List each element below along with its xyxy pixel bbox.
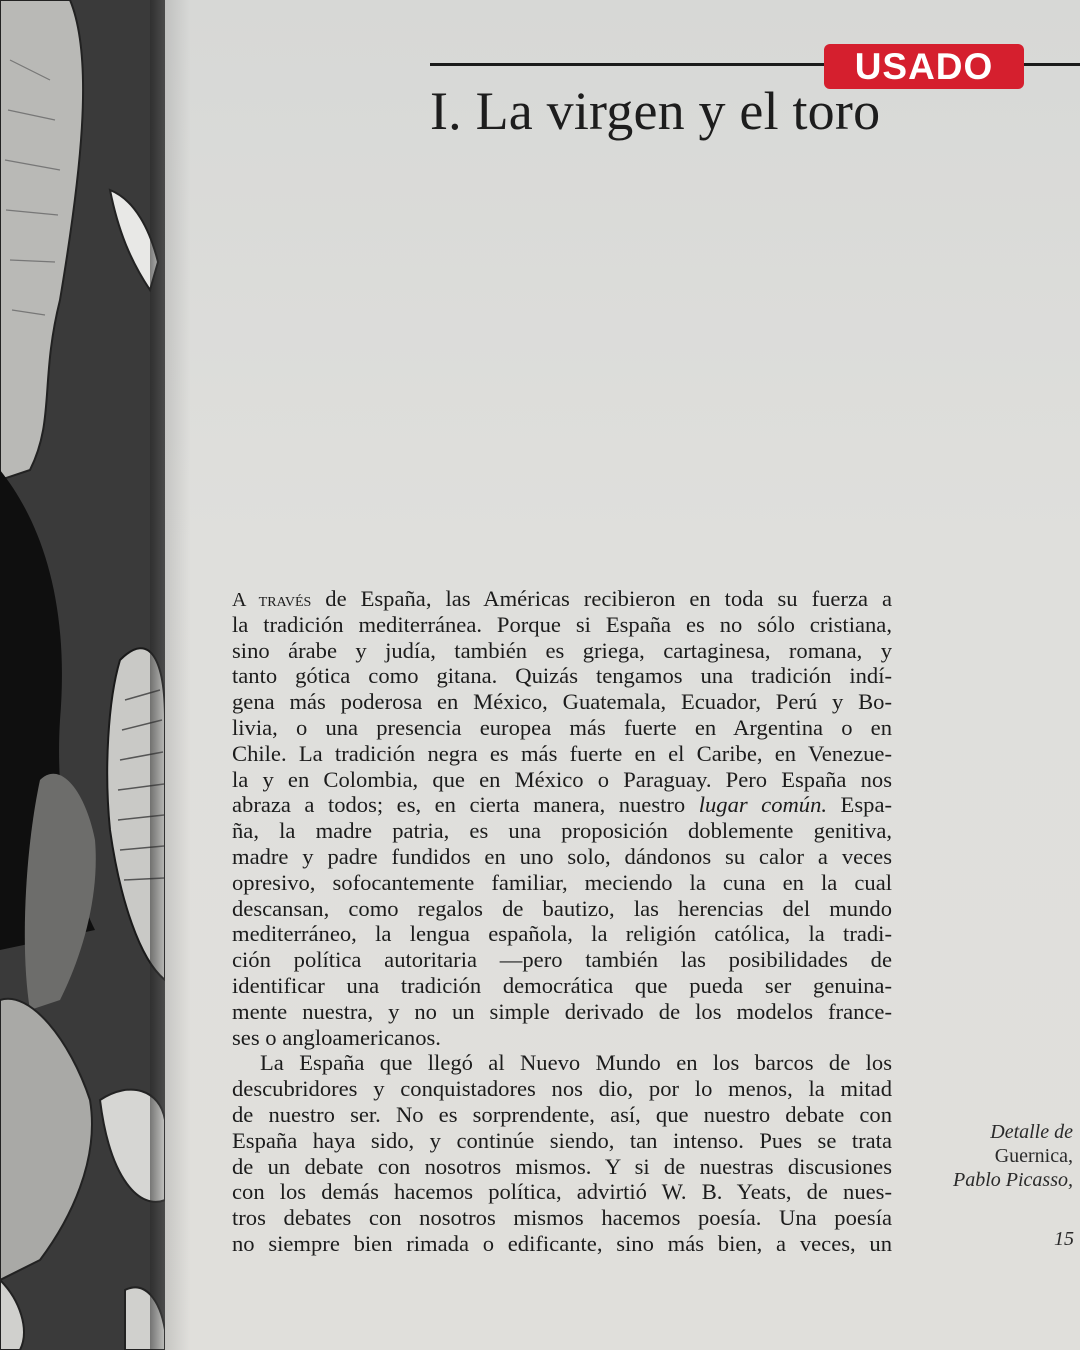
body-line — [232, 818, 892, 844]
body-line — [232, 612, 892, 638]
body-line-text: no siempre bien rimada o edificante, sino más bien, a veces, un — [232, 1230, 892, 1256]
body-line-text: mente nuestra, y no un simple derivado de los modelos france- — [232, 998, 892, 1024]
body-line — [232, 1076, 892, 1102]
body-line — [232, 767, 892, 793]
body-line — [232, 1231, 892, 1257]
body-line-text: opresivo, sofocantemente familiar, meciendo la cuna en la cual — [232, 869, 892, 895]
body-line — [232, 689, 892, 715]
body-line-text: gena más poderosa en México, Guatemala, Ecuador, Perú y Bo- — [232, 689, 892, 715]
body-line — [232, 973, 892, 999]
body-line-text: tros debates con nosotros mismos hacemos poesía. Una poesía — [232, 1205, 892, 1231]
chapter-title: I. La virgen y el toro — [430, 81, 881, 141]
body-line — [232, 1128, 892, 1154]
body-line-text: ña, la madre patria, es una proposición doblemente genitiva, — [232, 818, 892, 844]
body-line — [232, 896, 892, 922]
body-line-text: livia, o una presencia europea más fuerte en Argentina o en — [232, 714, 892, 740]
body-line — [232, 870, 892, 896]
body-line-text: madre y padre fundidos en uno solo, dándonos su calor a veces — [232, 843, 892, 869]
body-line-text: identificar una tradición democrática que pueda ser genuina- — [232, 972, 892, 998]
image-caption — [920, 1120, 1073, 1192]
body-line-text: La España que llegó al Nuevo Mundo en los barcos de los — [260, 1050, 892, 1076]
body-line-text: de nuestro ser. No es sorprendente, así, que nuestro debate con — [232, 1101, 892, 1127]
body-line — [232, 1050, 892, 1076]
body-line-text: ción política autoritaria —pero también las posibilidades de — [232, 947, 892, 973]
body-line — [232, 844, 892, 870]
body-line-text: Chile. La tradición negra es más fuerte en el Caribe, en Venezue- — [232, 740, 892, 766]
body-line-text: la tradición mediterránea. Porque si España es no sólo cristiana, — [232, 611, 892, 637]
emphasis-text: lugar común. — [698, 792, 828, 818]
small-caps-opening: A través — [232, 589, 312, 611]
body-line-text: descubridores y conquistadores nos dio, por lo menos, la mitad — [232, 1076, 892, 1102]
caption-line-1: Detalle de — [990, 1121, 1073, 1143]
guernica-artwork — [0, 0, 165, 1350]
body-line — [232, 715, 892, 741]
body-line-text: España haya sido, y continúe siendo, tan intenso. Pues se trata — [232, 1127, 892, 1153]
body-line — [232, 638, 892, 664]
body-line — [232, 1179, 892, 1205]
caption-line-3: Pablo Picasso, — [953, 1169, 1073, 1191]
body-line — [232, 1154, 892, 1180]
body-line — [232, 586, 892, 612]
body-text — [232, 586, 892, 1257]
body-line — [232, 921, 892, 947]
body-line-text: de España, las Américas recibieron en toda su fuerza a — [311, 586, 892, 611]
body-line-text: descansan, como regalos de bautizo, las herencias del mundo — [232, 895, 892, 921]
body-line — [232, 741, 892, 767]
caption-line-2: Guernica, — [994, 1145, 1073, 1167]
body-line-text: la y en Colombia, que en México o Paraguay. Pero España nos — [232, 766, 892, 792]
body-line-text: con los demás hacemos política, advirtió W. B. Yeats, de nues- — [232, 1179, 892, 1205]
body-line-text: de un debate con nosotros mismos. Y si de nuestras discusiones — [232, 1153, 892, 1179]
body-line-text: abraza a todos; es, en cierta manera, nuestro — [232, 792, 699, 818]
used-badge: USADO — [824, 44, 1024, 89]
body-line-text: mediterráneo, la lengua española, la religión católica, la tradi- — [232, 921, 892, 947]
body-line — [232, 1102, 892, 1128]
body-line-text: Espa- — [827, 792, 892, 818]
body-line — [232, 947, 892, 973]
body-line — [232, 1025, 892, 1051]
page-number: 15 — [1054, 1228, 1074, 1250]
body-line — [232, 663, 892, 689]
body-line — [232, 999, 892, 1025]
body-line — [232, 1205, 892, 1231]
body-line-text: tanto gótica como gitana. Quizás tengamos una tradición indí- — [232, 663, 892, 689]
body-line-text: sino árabe y judía, también es griega, cartaginesa, romana, y — [232, 637, 892, 663]
body-line-text: ses o angloamericanos. — [232, 1024, 441, 1050]
body-line — [232, 792, 892, 818]
